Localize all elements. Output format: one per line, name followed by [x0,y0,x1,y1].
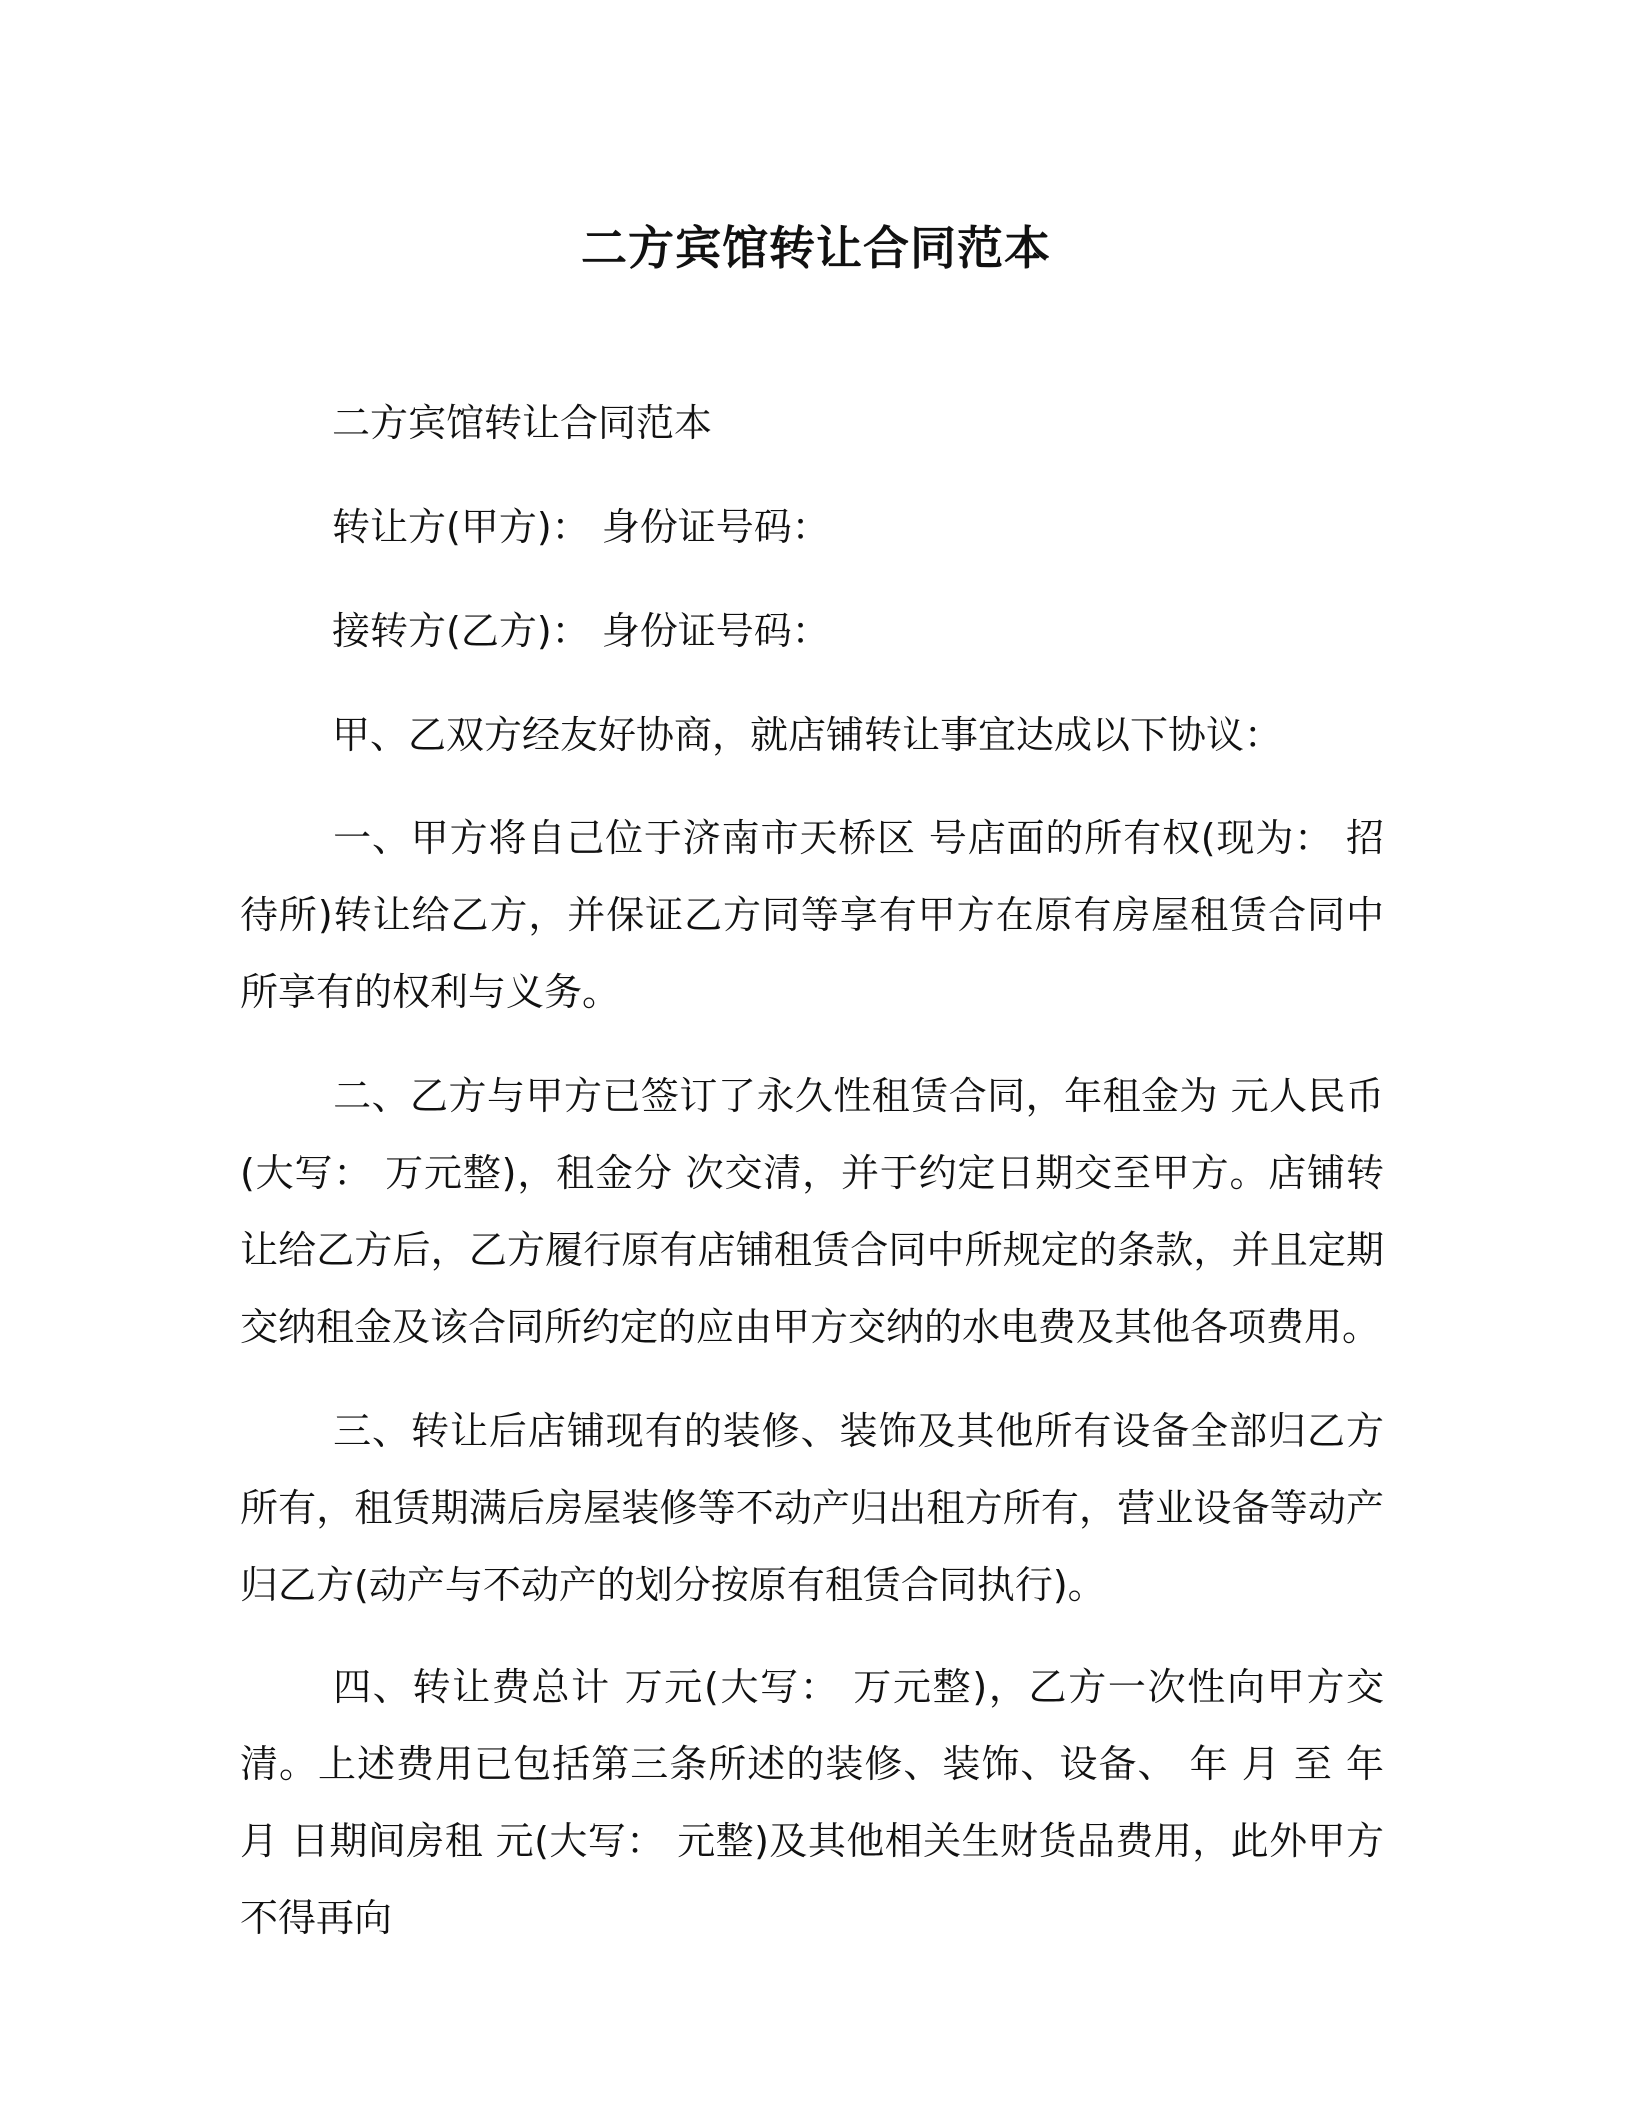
clause-3: 三、转让后店铺现有的装修、装饰及其他所有设备全部归乙方所有，租赁期满后房屋装修等不动产归出租方所有，营业设备等动产归乙方(动产与不动产的划分按原有租赁合同执行)。 [240,1409,1384,1607]
party-a-line: 转让方(甲方)： 身份证号码： [332,505,830,549]
party-b-line: 接转方(乙方)： 身份证号码： [332,609,830,653]
intro-paragraph: 甲、乙双方经友好协商，就店铺转让事宜达成以下协议： [332,713,1283,757]
document-subtitle: 二方宾馆转让合同范本 [332,401,713,445]
document-title: 二方宾馆转让合同范本 [581,221,1051,275]
clause-2: 二、乙方与甲方已签订了永久性租赁合同，年租金为 元人民币(大写： 万元整)，租金分 次交清，并于约定日期交至甲方。店铺转让给乙方后，乙方履行原有店铺租赁合同中所规定的条款，并且定期交纳租金及该合同所约定的应由甲方交纳的水电费及其他各项费用。 [240,1074,1384,1349]
clause-4: 四、转让费总计 万元(大写： 万元整)，乙方一次性向甲方交清。上述费用已包括第三条所述的装修、装饰、设备、 年 月 至 年 月 日期间房租 元(大写： 元整)及其他相关生财货品费用，此外甲方不得再向 [240,1665,1384,1940]
clause-1: 一、甲方将自己位于济南市天桥区 号店面的所有权(现为： 招待所)转让给乙方，并保证乙方同等享有甲方在原有房屋租赁合同中所享有的权利与义务。 [240,816,1384,1014]
